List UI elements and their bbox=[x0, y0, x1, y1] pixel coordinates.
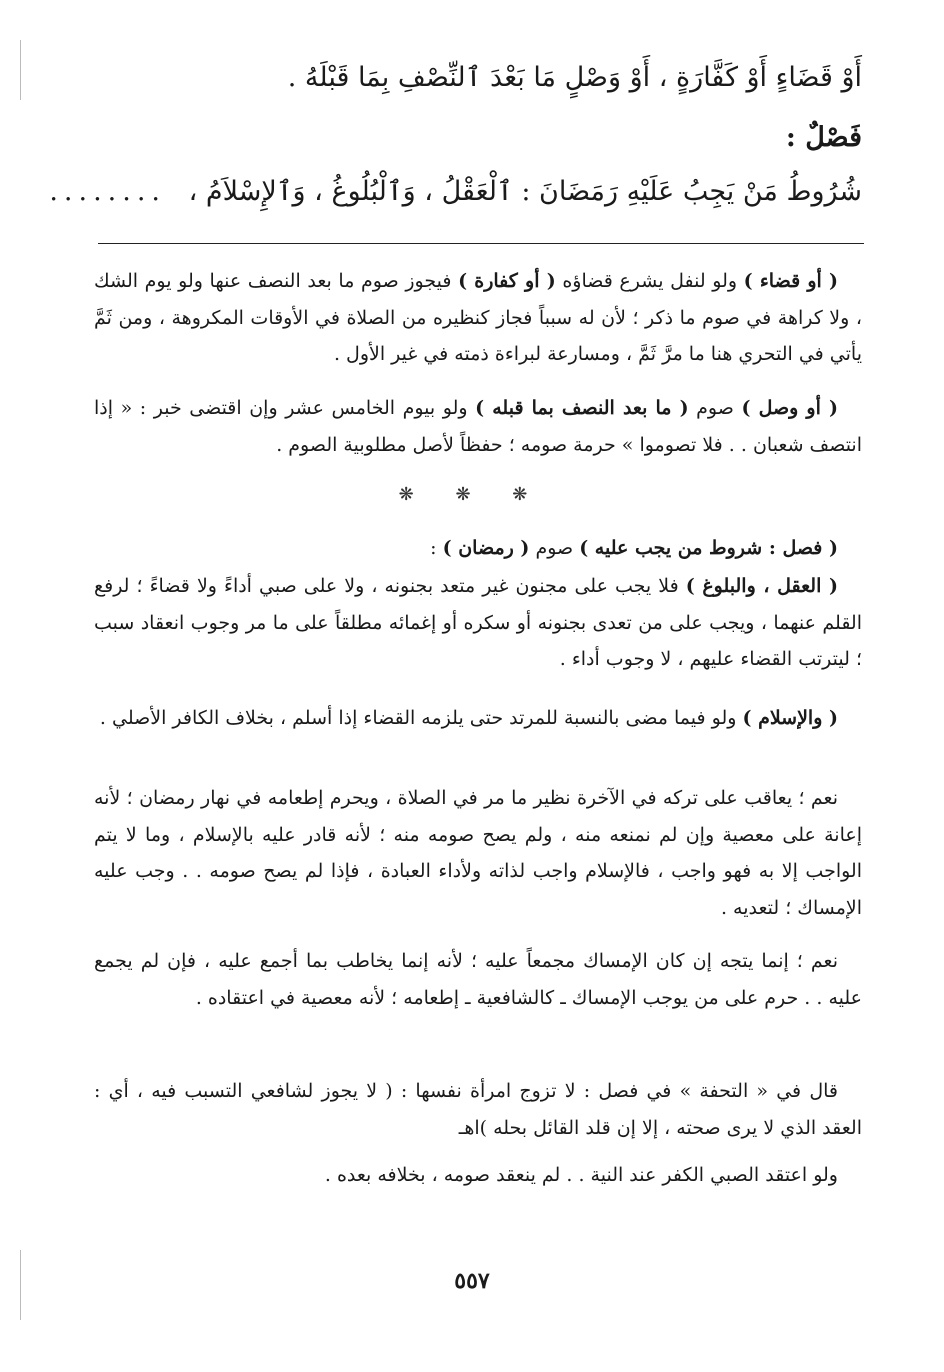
commentary-text: قال في « التحفة » في فصل : لا تزوج امرأة نفسها : ( لا يجوز لشافعي التسبب فيه ، أي : العقد الذي لا يرى صحته ، إلا إن قلد القائل بحله )اهـ bbox=[94, 1080, 862, 1139]
commentary-text: ولو لنفل يشرع قضاؤه bbox=[555, 270, 744, 292]
commentary-paragraph bbox=[94, 1157, 862, 1194]
commentary-text: ولو بيوم الخامس عشر وإن اقتضى خبر : « إذا انتصف شعبان . . فلا تصوموا » حرمة صومه ؛ حفظاً لأصل مطلوبية الصوم . bbox=[94, 397, 862, 456]
commentary-text: صوم bbox=[529, 537, 580, 559]
commentary-text: صوم bbox=[688, 397, 742, 419]
commentary-paragraph bbox=[94, 700, 862, 737]
commentary-paragraph bbox=[94, 780, 862, 926]
quoted-matn: ( أو وصل ) bbox=[741, 397, 838, 419]
commentary-text: : bbox=[430, 537, 443, 559]
quoted-matn: ( والإسلام ) bbox=[742, 707, 838, 729]
commentary-text: فلا يجب على مجنون غير متعد بجنونه ، ولا على صبي أداءً ولا قضاءً ؛ لرفع القلم عنهما ، ويجب على من تعدى بجنونه أو سكره أو إغمائه مطلقاً على ما مر وجوب انعقاد سبب ؛ ليترتب القضاء عليهم ، لا وجوب أداء . bbox=[94, 575, 862, 670]
quoted-matn: ( فصل : شروط من يجب عليه ) bbox=[579, 537, 838, 559]
matn-section-heading: فَصْلٌ : bbox=[785, 122, 862, 153]
commentary-paragraph bbox=[94, 390, 862, 463]
commentary-text: نعم ؛ إنما يتجه إن كان الإمساك مجمعاً عليه ؛ لأنه إنما يخاطب بما أجمع عليه ، فإن لم يجمع عليه . . حرم على من يوجب الإمساك ـ كالشافعية ـ إطعامه ؛ لأنه معصية في اعتقاده . bbox=[94, 950, 862, 1009]
matn-line bbox=[49, 176, 862, 207]
matn-line: أَوْ قَضَاءٍ أَوْ كَفَّارَةٍ ، أَوْ وَصْلٍ مَا بَعْدَ ٱلنِّصْفِ بِمَا قَبْلَهُ . bbox=[287, 62, 862, 93]
quoted-matn: ( ما بعد النصف بما قبله ) bbox=[475, 397, 689, 419]
commentary-paragraph bbox=[94, 263, 862, 373]
quoted-matn: ( أو كفارة ) bbox=[458, 270, 556, 292]
page-number: ٥٥٧ bbox=[454, 1268, 490, 1294]
quoted-matn: ( رمضان ) bbox=[442, 537, 530, 559]
commentary-text: ولو اعتقد الصبي الكفر عند النية . . لم ينعقد صومه ، بخلافه بعده . bbox=[324, 1164, 838, 1186]
matn-text: شُرُوطُ مَنْ يَجِبُ عَلَيْهِ رَمَضَانَ : ٱلْعَقْلُ ، وَٱلْبُلُوغُ ، وَٱلإِسْلاَمُ ، bbox=[188, 176, 862, 207]
commentary-paragraph bbox=[94, 1073, 862, 1146]
section-divider-stars: ❋ ❋ ❋ bbox=[398, 484, 546, 505]
quoted-matn: ( أو قضاء ) bbox=[743, 270, 838, 292]
commentary-paragraph bbox=[94, 530, 862, 567]
commentary-text: فيجوز صوم ما بعد النصف عنها ولو يوم الشك ، ولا كراهة في صوم ما ذكر ؛ لأن له سبباً فجاز كنظيره من الصلاة في الأوقات المكروهة ، ومن ثَمَّ يأتي في التحري هنا ما مرَّ ثَمَّ ، ومسارعة لبراءة ذمته في غير الأول . bbox=[94, 270, 862, 365]
separator-rule bbox=[98, 243, 864, 244]
quoted-matn: ( العقل ، والبلوغ ) bbox=[685, 575, 838, 597]
commentary-text: ولو فيما مضى بالنسبة للمرتد حتى يلزمه القضاء إذا أسلم ، بخلاف الكافر الأصلي . bbox=[99, 707, 743, 729]
commentary-paragraph bbox=[94, 943, 862, 1016]
margin-line-top bbox=[20, 40, 21, 100]
commentary-paragraph bbox=[94, 568, 862, 678]
matn-dots: ........ bbox=[49, 176, 166, 207]
commentary-text: نعم ؛ يعاقب على تركه في الآخرة نظير ما مر في الصلاة ، ويحرم إطعامه في نهار رمضان ؛ لأنه إعانة على معصية وإن لم نمنعه منه ، ولم يصح صومه منه ؛ لأنه قادر عليه بالإسلام ، وما لا يتم الواجب إلا به فهو واجب ، فالإسلام واجب لذاته ولأداء العبادة ، فإذا لم يصح صومه . . وجب عليه الإمساك ؛ لتعديه . bbox=[94, 787, 862, 919]
